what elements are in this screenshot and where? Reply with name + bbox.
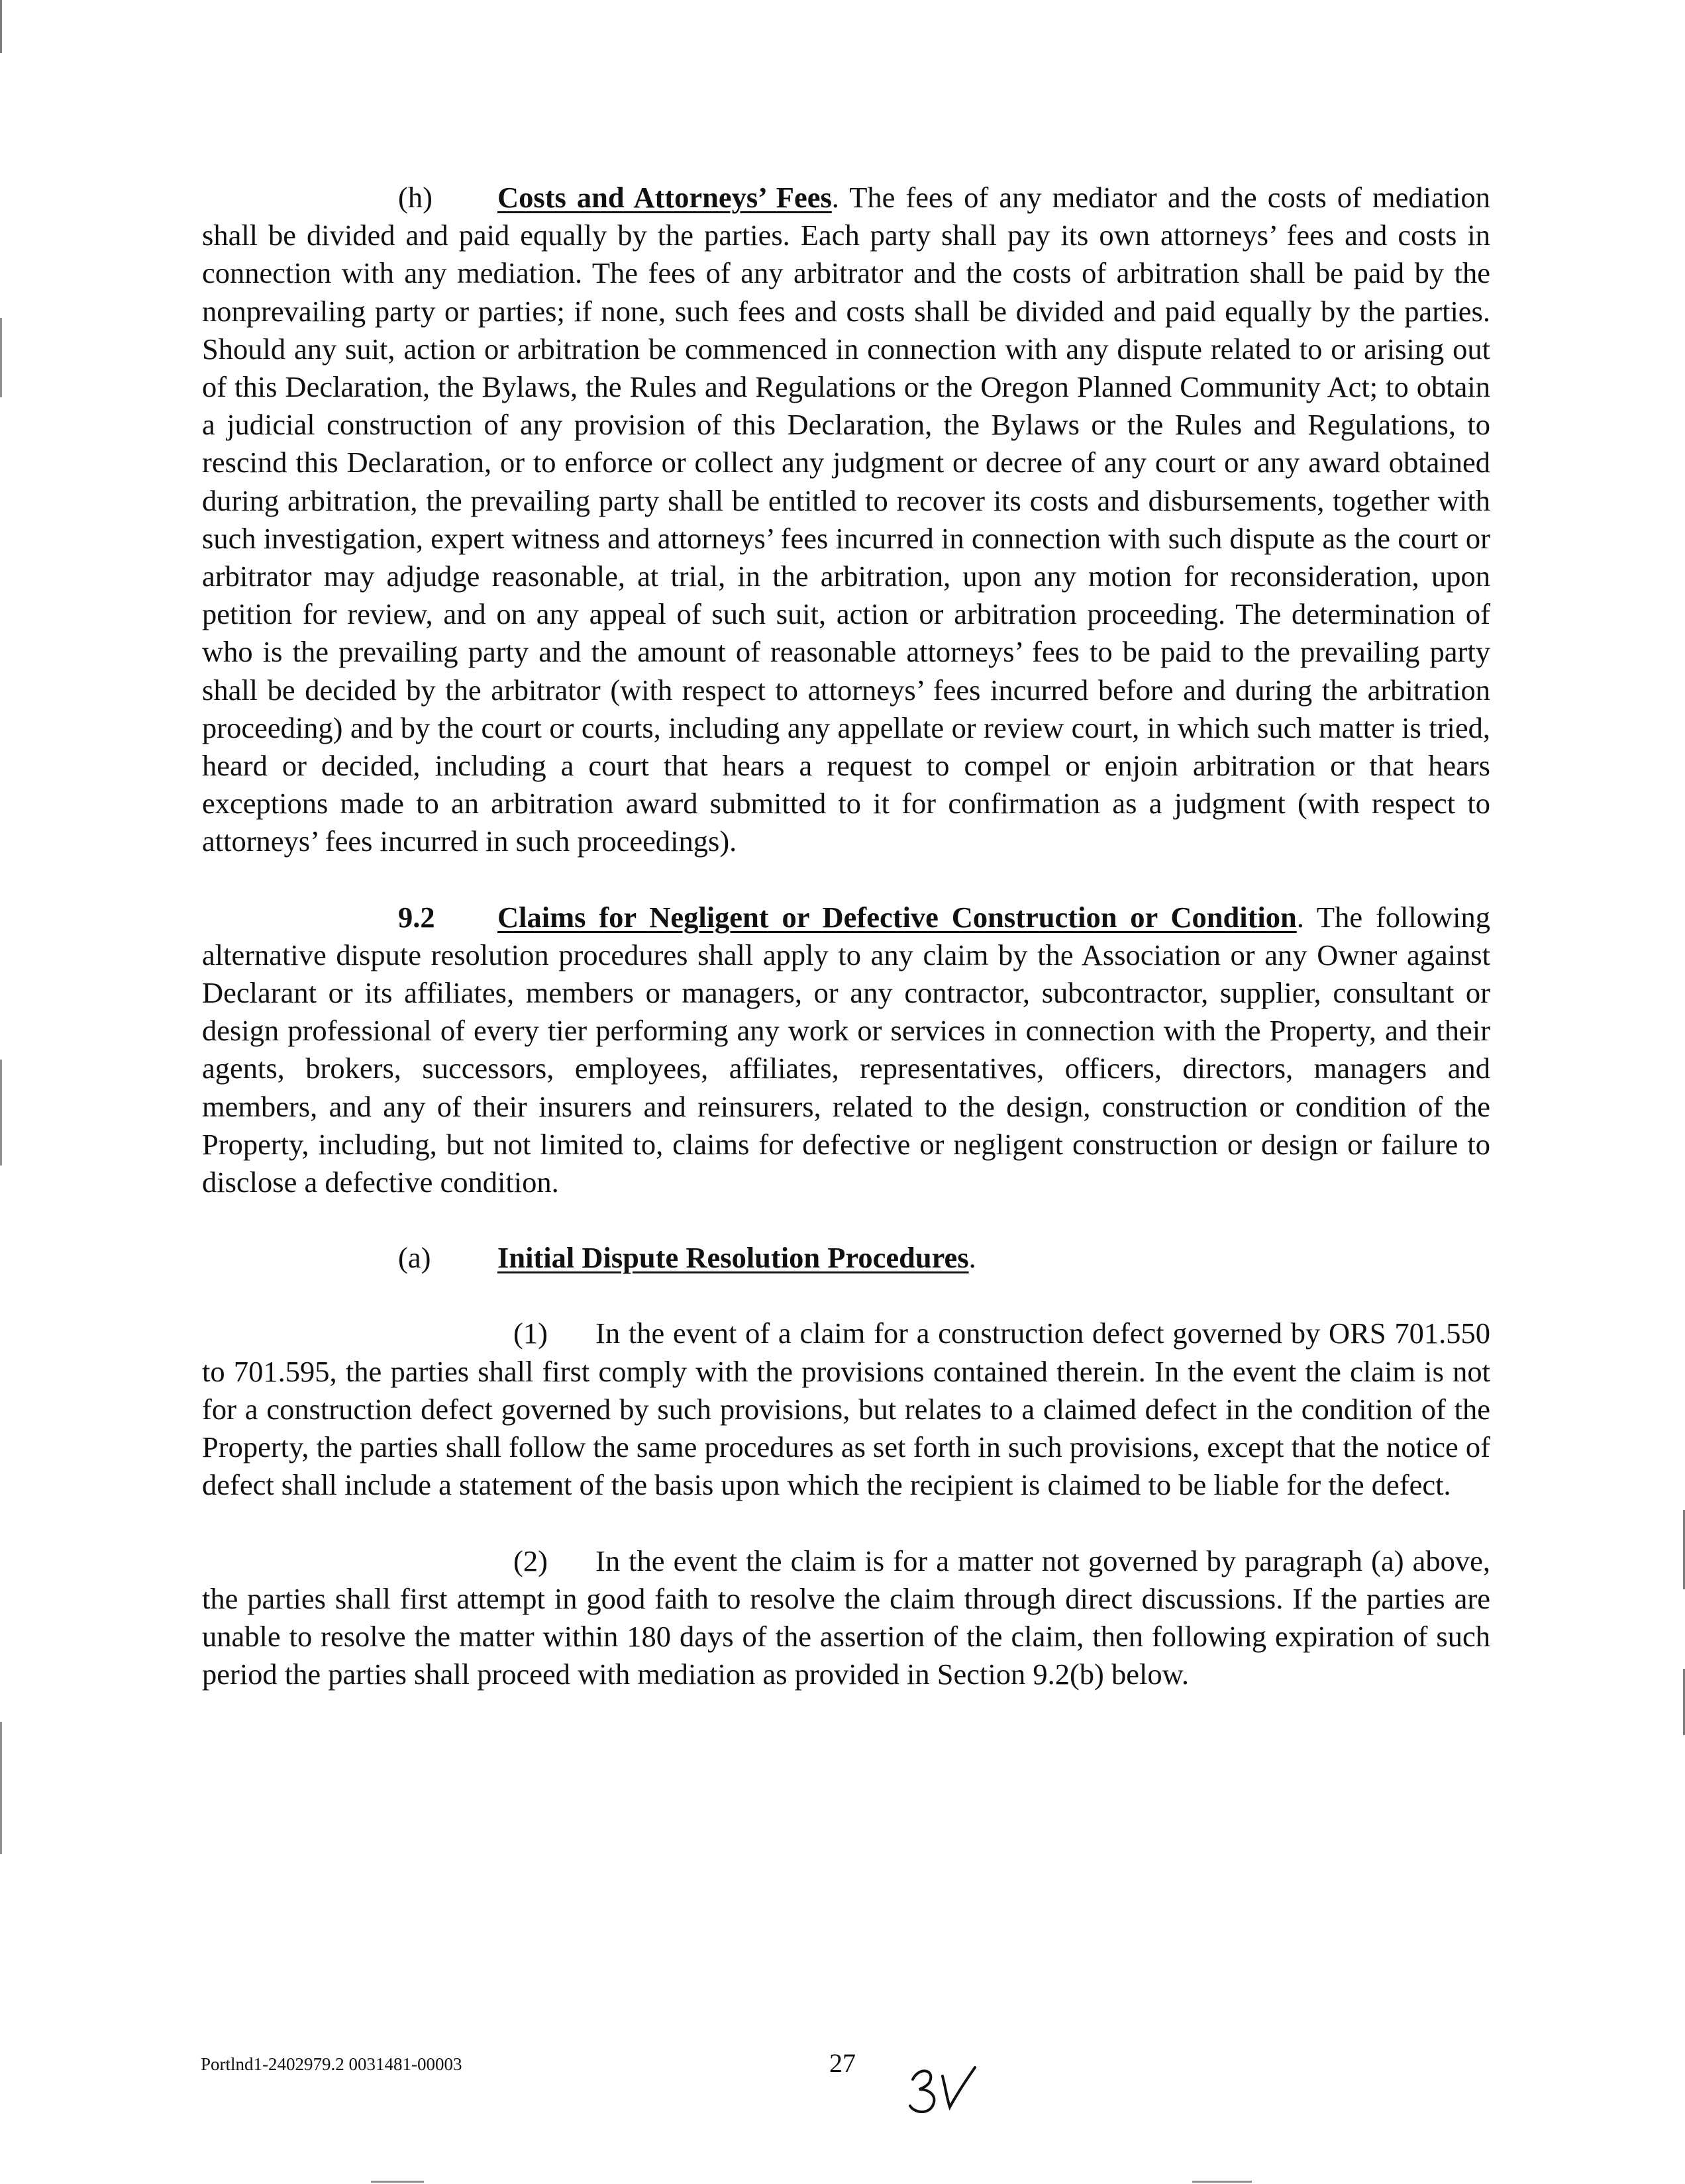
section-a-paragraph [202,1239,1490,1277]
section-a-heading-period: . [968,1241,976,1275]
subsection-1-paragraph [202,1315,1490,1504]
section-9-2-text: The following alternative dispute resolution procedures shall apply to any claim by the Association or any Owner against Declarant or its affiliates, members or managers, or any contractor, subcontractor, supplier, consultant or design professional of every tier performing any work or services in connection with the Property, and their agents, brokers, successors, employees, affiliates, representatives, officers, directors, managers and members, and any of their insurers and reinsurers, related to the design, construction or condition of the Property, including, but not limited to, claims for defective or negligent construction or design or failure to disclose a defective condition. [202,900,1490,1199]
section-h-text: The fees of any mediator and the costs of mediation shall be divided and paid equally by the parties. Each party shall pay its own attorneys’ fees and costs in connection with any mediation. The fees of any arbitrator and the costs of arbitration shall be paid by the nonprevailing party or parties; if none, such fees and costs shall be divided and paid equally by the parties. Should any suit, action or arbitration be commenced in connection with any dispute related to or arising out of this Declaration, the Bylaws, the Rules and Regulations or the Oregon Planned Community Act; to obtain a judicial construction of any provision of this Declaration, the Bylaws or the Rules and Regulations, to rescind this Declaration, or to enforce or collect any judgment or decree of any court or any award obtained during arbitration, the prevailing party shall be entitled to recover its costs and disbursements, together with such investigation, expert witness and attorneys’ fees incurred in connection with such dispute as the court or arbitrator may adjudge reasonable, at trial, in the arbitration, upon any motion for reconsideration, upon petition for review, and on any appeal of such suit, action or arbitration proceeding. The determination of who is the prevailing party and the amount of reasonable attorneys’ fees to be paid to the prevailing party shall be decided by the arbitrator (with respect to attorneys’ fees incurred before and during the arbitration proceeding) and by the court or courts, including any appellate or review court, in which such matter is tried, heard or decided, including a court that hears a request to compel or enjoin arbitration or that hears exceptions made to an arbitration award submitted to it for confirmation as a judgment (with respect to attorneys’ fees incurred in such proceedings). [202,181,1490,858]
subsection-1-text: In the event of a claim for a construction defect governed by ORS 701.550 to 701.595, the parties shall first comply with the provisions contained therein. In the event the claim is not for a construction defect governed by such provisions, but relates to a claimed defect in the condition of the Property, the parties shall follow the same procedures as set forth in such provisions, except that the notice of defect shall include a statement of the basis upon which the recipient is claimed to be liable for the defect. [202,1316,1490,1502]
section-9-2-paragraph [202,899,1490,1202]
section-9-2-heading: Claims for Negligent or Defective Construction or Condition [497,900,1297,934]
section-h-marker: (h) [398,181,433,214]
subsection-2-paragraph [202,1542,1490,1694]
scan-edge-bottom-1 [371,2181,424,2183]
handwritten-mark-icon [906,2060,979,2119]
section-a-heading: Initial Dispute Resolution Procedures [497,1241,969,1275]
section-9-2-heading-period: . [1296,900,1304,934]
document-body [202,179,1490,1693]
section-h-paragraph [202,179,1490,861]
scan-edge-left-3 [0,1060,2,1166]
section-h-heading-period: . [831,181,839,214]
section-9-2-marker: 9.2 [398,900,435,934]
scan-edge-left-2 [0,318,2,397]
scan-edge-left-1 [0,0,2,53]
section-a-marker: (a) [398,1241,431,1275]
subsection-1-marker: (1) [513,1316,548,1350]
footer-document-id: Portlnd1-2402979.2 0031481-00003 [201,2054,462,2074]
scan-edge-left-4 [0,1722,2,1854]
subsection-2-text: In the event the claim is for a matter not governed by paragraph (a) above, the parties shall first attempt in good faith to resolve the claim through direct discussions. If the parties are unable to resolve the matter within 180 days of the assertion of the claim, then following expiration of such period the parties shall proceed with mediation as provided in Section 9.2(b) below. [202,1544,1490,1691]
section-h-heading: Costs and Attorneys’ Fees [497,181,832,214]
scan-edge-bottom-2 [1192,2181,1252,2183]
subsection-2-marker: (2) [513,1544,548,1577]
page-number: 27 [829,2048,856,2078]
